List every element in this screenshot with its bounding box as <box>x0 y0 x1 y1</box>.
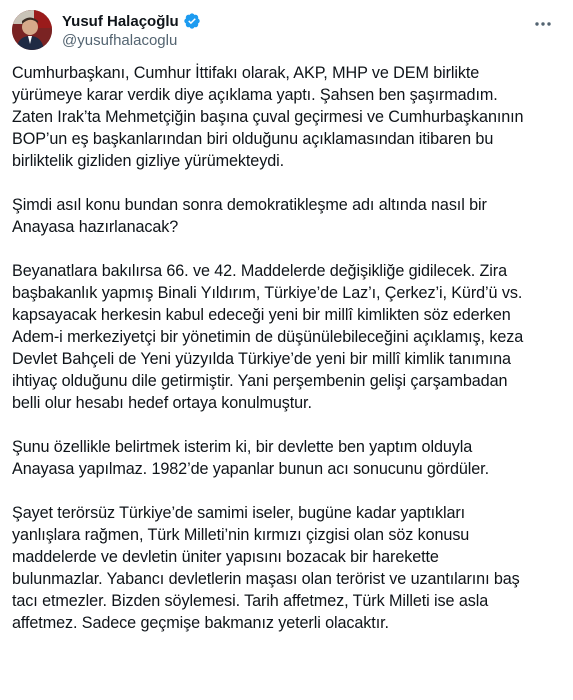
author-handle[interactable]: @yusufhalacoglu <box>62 32 178 49</box>
text-line: belli olur hesabı hedef ortaya konulmuştur. <box>12 394 312 412</box>
text-line: Beyanatlara bakılırsa 66. ve 42. Maddelerde değişikliğe gidilecek. Zira <box>12 262 507 280</box>
paragraph-5 <box>12 502 561 634</box>
text-line: Anayasa yapılmaz. 1982’de yapanlar bunun acı sonucunu gördüler. <box>12 460 489 478</box>
text-line: Adem-i merkeziyetçi bir yönetimin de düşünülebileceğini açıklamış, keza <box>12 328 524 346</box>
text-line: birliktelik gizliden gizliye yürümekteydi. <box>12 152 284 170</box>
tweet-header <box>12 8 561 56</box>
more-dots-icon[interactable] <box>531 12 555 36</box>
paragraph-4 <box>12 436 561 480</box>
paragraph-3 <box>12 260 561 414</box>
text-line: Şayet terörsüz Türkiye’de samimi iseler, bugüne kadar yaptıkları <box>12 504 466 522</box>
paragraph-1 <box>12 62 561 172</box>
author-name[interactable]: Yusuf Halaçoğlu <box>62 12 179 30</box>
paragraph-2 <box>12 194 561 238</box>
text-line: maddelerde ve devletin üniter yapısını bozacak bir harekette <box>12 548 439 566</box>
text-line: ihtiyaç olduğunu dile getirmiştir. Yani perşembenin gelişi çarşambadan <box>12 372 508 390</box>
avatar[interactable] <box>12 10 52 50</box>
author-name-row <box>62 11 201 31</box>
text-line: affetmez. Sadece geçmişe bakmanız yeterli olacaktır. <box>12 614 389 632</box>
text-line: Şunu özellikle belirtmek isterim ki, bir devlette ben yaptım olduyla <box>12 438 473 456</box>
text-line: BOP’un eş başkanlarından biri olduğunu açıklamasından itibaren bu <box>12 130 494 148</box>
text-line: tacı etmezler. Bizden söylemesi. Tarih affetmez, Türk Milleti ise asla <box>12 592 489 610</box>
text-line: kapsayacak herkesin kabul edeceği yeni bir millî kimlikten söz ederken <box>12 306 511 324</box>
paragraph-gap <box>12 480 561 502</box>
paragraph-gap <box>12 238 561 260</box>
verified-badge-icon <box>183 12 201 30</box>
text-line: Cumhurbaşkanı, Cumhur İttifakı olarak, AKP, MHP ve DEM birlikte <box>12 64 480 82</box>
text-line: bulunmazlar. Yabancı devletlerin maşası olan terörist ve uzantılarını baş <box>12 570 520 588</box>
paragraph-gap <box>12 414 561 436</box>
tweet-text <box>12 62 561 634</box>
text-line: başbakanlık yapmış Binali Yıldırım, Türkiye’de Laz’ı, Çerkez’i, Kürd’ü vs. <box>12 284 523 302</box>
text-line: Devlet Bahçeli de Yeni yüzyılda Türkiye’de yeni bir millî kimlik tanımına <box>12 350 511 368</box>
text-line: Şimdi asıl konu bundan sonra demokratikleşme adı altında nasıl bir <box>12 196 487 214</box>
text-line: Anayasa hazırlanacak? <box>12 218 179 236</box>
text-line: yürümeye karar verdik diye açıklama yaptı. Şahsen ben şaşırmadım. <box>12 86 498 104</box>
paragraph-gap <box>12 172 561 194</box>
author-block <box>62 11 201 49</box>
text-line: Zaten Irak’ta Mehmetçiğin başına çuval geçirmesi ve Cumhurbaşkanının <box>12 108 524 126</box>
text-line: yanlışlara rağmen, Türk Milleti’nin kırmızı çizgisi olan söz konusu <box>12 526 470 544</box>
